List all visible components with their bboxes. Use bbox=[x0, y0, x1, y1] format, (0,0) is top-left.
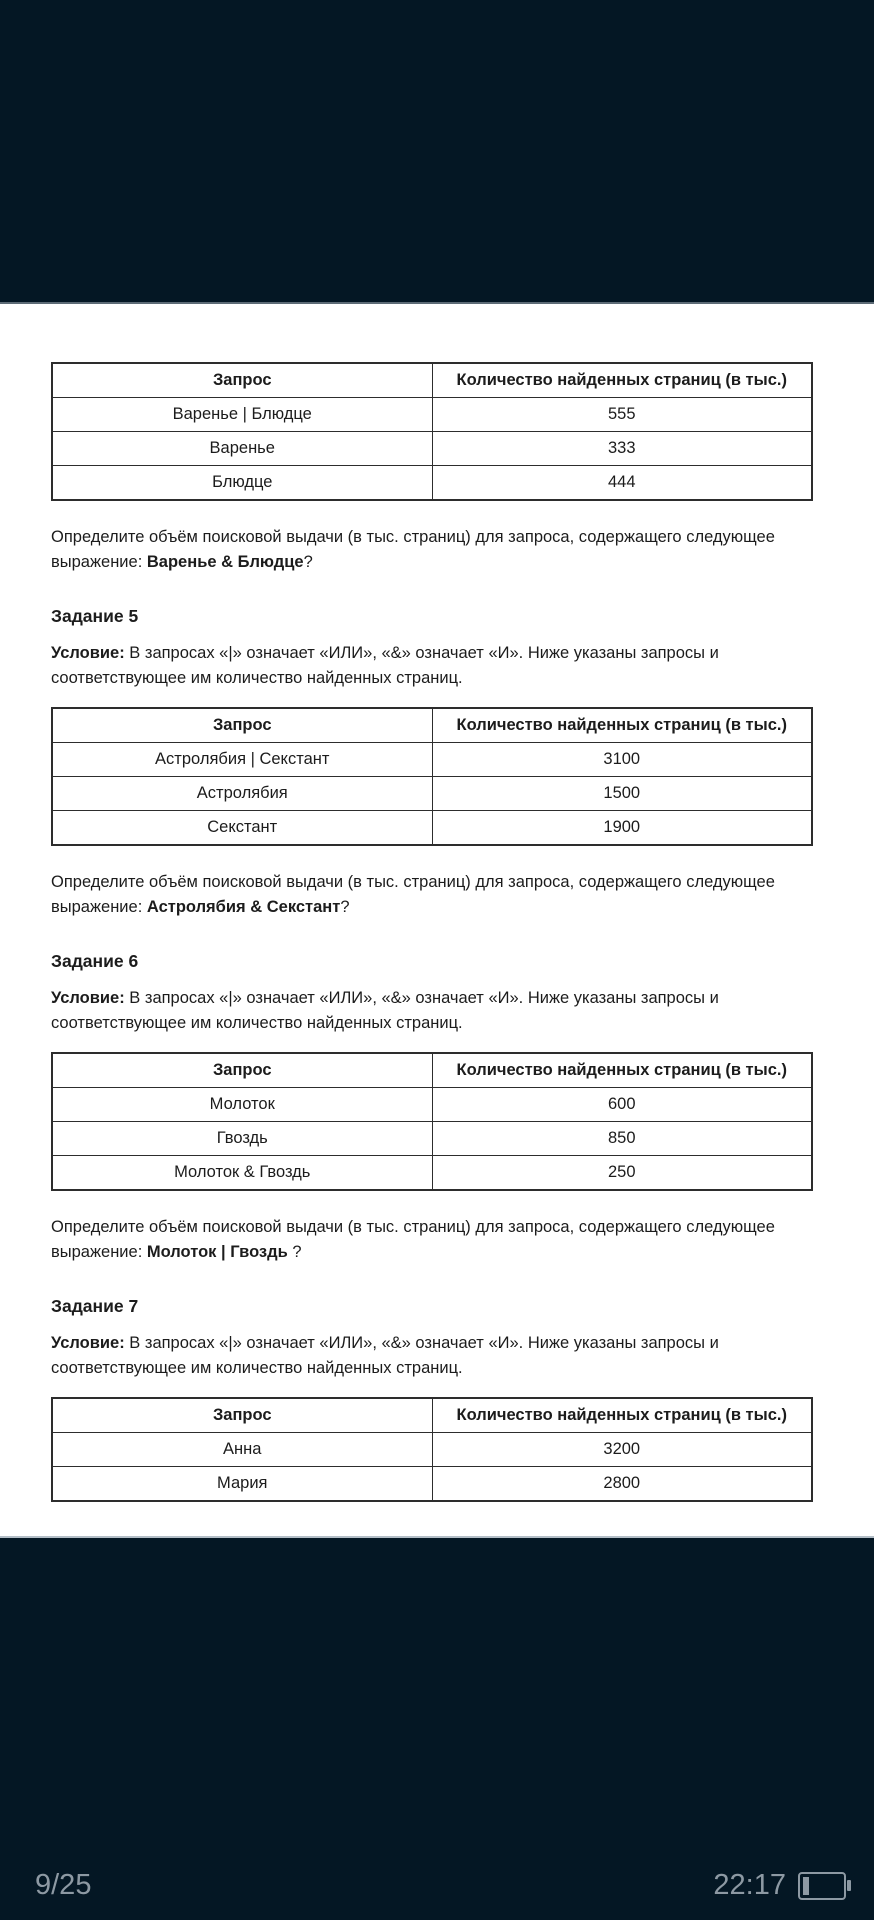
table-row bbox=[52, 432, 812, 466]
count-cell: 3100 bbox=[432, 743, 812, 777]
query-cell: Блюдце bbox=[52, 466, 432, 501]
table-row bbox=[52, 466, 812, 501]
battery-low-icon bbox=[798, 1872, 846, 1900]
col-header-count: Количество найденных страниц (в тыс.) bbox=[432, 1398, 812, 1433]
count-cell: 1900 bbox=[432, 811, 812, 846]
condition-label: Условие: bbox=[51, 644, 125, 662]
query-cell: Мария bbox=[52, 1467, 432, 1502]
question-text bbox=[51, 870, 813, 920]
col-header-query: Запрос bbox=[52, 363, 432, 398]
condition-body: В запросах «|» означает «ИЛИ», «&» означает «И». Ниже указаны запросы и соответствующее им количество найденных страниц. bbox=[51, 1334, 719, 1377]
clock: 22:17 bbox=[713, 1869, 786, 1901]
query-cell: Молоток bbox=[52, 1088, 432, 1122]
query-cell: Астролябия | Секстант bbox=[52, 743, 432, 777]
battery-fill bbox=[803, 1877, 809, 1895]
table-row bbox=[52, 398, 812, 432]
condition-label: Условие: bbox=[51, 989, 125, 1007]
status-bar bbox=[35, 1869, 846, 1902]
query-cell: Гвоздь bbox=[52, 1122, 432, 1156]
condition-text bbox=[51, 1331, 813, 1381]
query-cell: Астролябия bbox=[52, 777, 432, 811]
query-cell: Молоток & Гвоздь bbox=[52, 1156, 432, 1191]
table-row bbox=[52, 1156, 812, 1191]
col-header-count: Количество найденных страниц (в тыс.) bbox=[432, 363, 812, 398]
count-cell: 1500 bbox=[432, 777, 812, 811]
query-table bbox=[51, 707, 813, 846]
col-header-count: Количество найденных страниц (в тыс.) bbox=[432, 1053, 812, 1088]
task-title: Задание 7 bbox=[51, 1296, 139, 1316]
condition-label: Условие: bbox=[51, 1334, 125, 1352]
task-title: Задание 5 bbox=[51, 606, 139, 626]
condition-text bbox=[51, 641, 813, 691]
condition-body: В запросах «|» означает «ИЛИ», «&» означает «И». Ниже указаны запросы и соответствующее им количество найденных страниц. bbox=[51, 644, 719, 687]
question-expression: Молоток | Гвоздь bbox=[146, 1243, 288, 1261]
table-row bbox=[52, 1433, 812, 1467]
col-header-query: Запрос bbox=[52, 1398, 432, 1433]
condition-body: В запросах «|» означает «ИЛИ», «&» означает «И». Ниже указаны запросы и соответствующее им количество найденных страниц. bbox=[51, 989, 719, 1032]
question-suffix: ? bbox=[340, 898, 350, 916]
query-table bbox=[51, 1052, 813, 1191]
count-cell: 600 bbox=[432, 1088, 812, 1122]
query-table bbox=[51, 1397, 813, 1502]
count-cell: 444 bbox=[432, 466, 812, 501]
count-cell: 555 bbox=[432, 398, 812, 432]
table-row bbox=[52, 1122, 812, 1156]
table-header-row bbox=[52, 1398, 812, 1433]
col-header-count: Количество найденных страниц (в тыс.) bbox=[432, 708, 812, 743]
query-table bbox=[51, 362, 813, 501]
question-suffix: ? bbox=[303, 553, 313, 571]
count-cell: 3200 bbox=[432, 1433, 812, 1467]
count-cell: 850 bbox=[432, 1122, 812, 1156]
question-text bbox=[51, 1215, 813, 1265]
question-lead: Определите объём поисковой выдачи (в тыс. страниц) для запроса, содержащего следующее выражение: bbox=[51, 873, 775, 916]
query-cell: Анна bbox=[52, 1433, 432, 1467]
question-expression: Астролябия & Секстант bbox=[146, 898, 341, 916]
table-row bbox=[52, 777, 812, 811]
count-cell: 250 bbox=[432, 1156, 812, 1191]
status-right bbox=[713, 1869, 846, 1902]
question-expression: Варенье & Блюдце bbox=[146, 553, 304, 571]
query-cell: Секстант bbox=[52, 811, 432, 846]
count-cell: 2800 bbox=[432, 1467, 812, 1502]
table-header-row bbox=[52, 363, 812, 398]
table-header-row bbox=[52, 708, 812, 743]
query-cell: Варенье | Блюдце bbox=[52, 398, 432, 432]
battery-nub bbox=[847, 1880, 851, 1891]
count-cell: 333 bbox=[432, 432, 812, 466]
col-header-query: Запрос bbox=[52, 708, 432, 743]
condition-text bbox=[51, 986, 813, 1036]
col-header-query: Запрос bbox=[52, 1053, 432, 1088]
reader-top-margin[interactable] bbox=[0, 0, 874, 302]
question-text bbox=[51, 525, 813, 575]
question-suffix: ? bbox=[287, 1243, 302, 1261]
table-row bbox=[52, 743, 812, 777]
table-row bbox=[52, 811, 812, 846]
question-lead: Определите объём поисковой выдачи (в тыс. страниц) для запроса, содержащего следующее выражение: bbox=[51, 1218, 775, 1261]
task-title: Задание 6 bbox=[51, 951, 139, 971]
query-cell: Варенье bbox=[52, 432, 432, 466]
document-page[interactable] bbox=[0, 302, 874, 1538]
table-row bbox=[52, 1088, 812, 1122]
page-indicator: 9/25 bbox=[35, 1869, 92, 1901]
question-lead: Определите объём поисковой выдачи (в тыс. страниц) для запроса, содержащего следующее выражение: bbox=[51, 528, 775, 571]
table-header-row bbox=[52, 1053, 812, 1088]
table-row bbox=[52, 1467, 812, 1502]
